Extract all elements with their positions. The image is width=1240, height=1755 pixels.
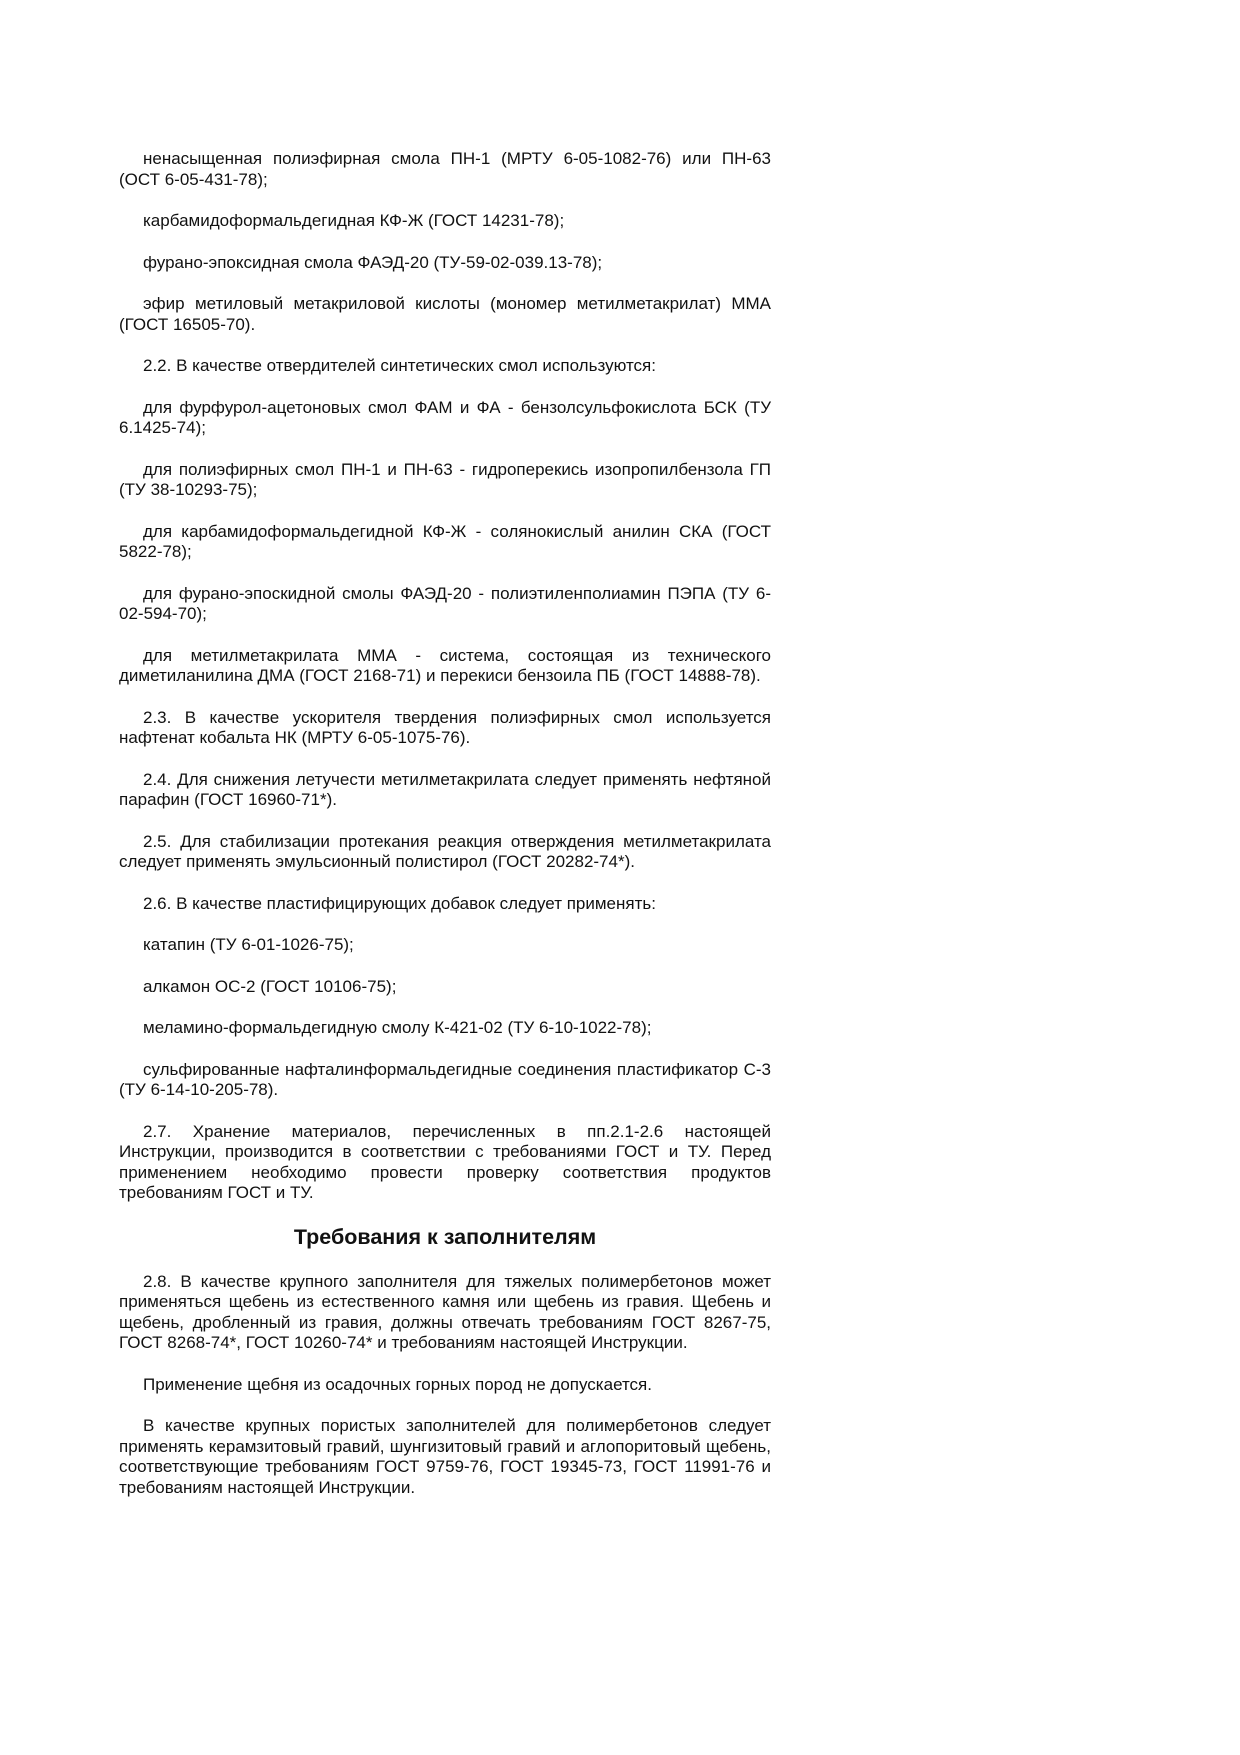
paragraph: для полиэфирных смол ПН-1 и ПН-63 - гидроперекись изопропилбензола ГП (ТУ 38-10293-75);: [119, 459, 771, 499]
paragraph: эфир метиловый метакриловой кислоты (мономер метилметакрилат) ММА (ГОСТ 16505-70).: [119, 294, 771, 334]
paragraph: фурано-эпоксидная смола ФАЭД-20 (ТУ-59-02-039.13-78);: [143, 252, 603, 272]
paragraph: 2.2. В качестве отвердителей синтетических смол используются:: [143, 356, 656, 375]
paragraph: для карбамидоформальдегидной КФ-Ж - солянокислый анилин СКА (ГОСТ 5822-78);: [119, 521, 771, 561]
paragraph: катапин (ТУ 6-01-1026-75);: [143, 935, 354, 954]
paragraph: ненасыщенная полиэфирная смола ПН-1 (МРТУ 6-05-1082-76) или ПН-63 (ОСТ 6-05-431-78);: [119, 149, 771, 189]
paragraph: карбамидоформальдегидная КФ-Ж (ГОСТ 14231-78);: [143, 211, 565, 230]
paragraph: меламино-формальдегидную смолу К-421-02 (ТУ 6-10-1022-78);: [143, 1018, 652, 1037]
paragraph: 2.6. В качестве пластифицирующих добавок следует применять:: [143, 893, 656, 913]
document-body: [119, 149, 771, 1519]
paragraph: 2.7. Хранение материалов, перечисленных в пп.2.1-2.6 настоящей Инструкции, производится в соответствии с требованиями ГОСТ и ТУ. Перед применением необходимо провести проверку соответствия продуктов требованиям ГОСТ и ТУ.: [119, 1121, 771, 1202]
paragraph: для метилметакрилата ММА - система, состоящая из технического диметиланилина ДМА (ГОСТ 2168-71) и перекиси бензоила ПБ (ГОСТ 14888-78).: [119, 645, 771, 685]
paragraph: 2.5. Для стабилизации протекания реакция отверждения метилметакрилата следует применять эмульсионный полистирол (ГОСТ 20282-74*).: [119, 831, 771, 871]
paragraph: 2.8. В качестве крупного заполнителя для тяжелых полимербетонов может применяться щебень из естественного камня или щебень из гравия. Щебень и щебень, дробленный из гравия, должны отвечать требованиям ГОСТ 8267-75, ГОСТ 8268-74*, ГОСТ 10260-74* и требованиям настоящей Инструкции.: [119, 1271, 771, 1352]
paragraph: Применение щебня из осадочных горных пород не допускается.: [143, 1374, 652, 1394]
paragraph: для фурано-эпоскидной смолы ФАЭД-20 - полиэтиленполиамин ПЭПА (ТУ 6-02-594-70);: [119, 583, 771, 623]
paragraph: В качестве крупных пористых заполнителей для полимербетонов следует применять керамзитовый гравий, шунгизитовый гравий и аглопоритовый щебень, соответствующие требованиям ГОСТ 9759-76, ГОСТ 19345-73, ГОСТ 11991-76 и требованиям настоящей Инструкции.: [119, 1416, 771, 1497]
paragraph: 2.3. В качестве ускорителя твердения полиэфирных смол используется нафтенат кобальта НК (МРТУ 6-05-1075-76).: [119, 707, 771, 747]
paragraph: 2.4. Для снижения летучести метилметакрилата следует применять нефтяной парафин (ГОСТ 16960-71*).: [119, 769, 771, 809]
section-heading: Требования к заполнителям: [293, 1224, 597, 1249]
paragraph: сульфированные нафталинформальдегидные соединения пластификатор С-3 (ТУ 6-14-10-205-78).: [119, 1059, 771, 1099]
paragraph: для фурфурол-ацетоновых смол ФАМ и ФА - бензолсульфокислота БСК (ТУ 6.1425-74);: [119, 397, 771, 437]
paragraph: алкамон ОС-2 (ГОСТ 10106-75);: [143, 976, 397, 996]
